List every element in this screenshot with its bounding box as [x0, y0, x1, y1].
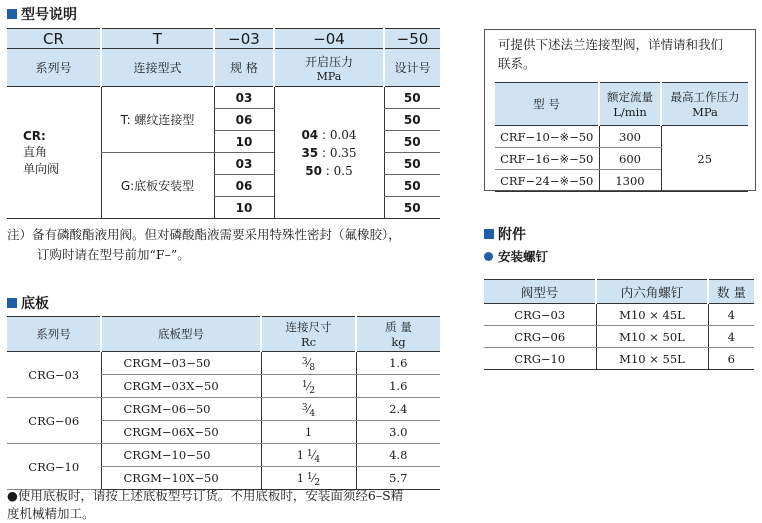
plate-header-size: 连接尺寸 Rc: [261, 317, 356, 352]
size-cell: 03: [214, 87, 274, 109]
plate-thread-size: [261, 352, 356, 375]
plate-model: CRGM−06X−50: [101, 421, 261, 444]
model-body-row: [7, 87, 440, 109]
screw-qty: 4: [708, 304, 754, 326]
label-size: 规 格: [214, 49, 274, 87]
model-section-title: 型号说明: [7, 4, 77, 24]
fraction: $^3⁄_4$: [301, 403, 316, 419]
table-row: [7, 398, 440, 421]
screw-header-screw: 内六角螺钉: [596, 280, 708, 304]
screw-model: CRG−06: [484, 326, 596, 348]
plate-section-title: 底板: [7, 293, 49, 313]
design-cell: 50: [384, 131, 440, 153]
label-pressure: 开启压力 MPa: [274, 49, 384, 87]
table-row: [7, 444, 440, 467]
table-row: [7, 352, 440, 375]
plate-model: CRGM−03−50: [101, 352, 261, 375]
plate-header-model: 底板型号: [101, 317, 261, 352]
size-cell: 03: [214, 153, 274, 175]
plate-model: CRGM−06−50: [101, 398, 261, 421]
flange-header-model: 型 号: [495, 83, 599, 126]
label-series: 系列号: [7, 49, 101, 87]
screw-qty: 6: [708, 348, 754, 370]
size-cell: 10: [214, 131, 274, 153]
plate-mass: 1.6: [356, 352, 440, 375]
plate-thread-size: [261, 375, 356, 398]
plate-mass: 3.0: [356, 421, 440, 444]
plate-series: CRG−10: [7, 444, 101, 490]
size-cell: 06: [214, 109, 274, 131]
table-row: [484, 348, 754, 370]
flange-model: CRF−24−※−50: [500, 173, 594, 188]
flange-flow: 300: [599, 126, 661, 148]
phosphate-note: 注）备有磷酸酯液用阀。但对磷酸酯液需要采用特殊性密封（氟橡胶）， 订购时请在型号前加“F–”。: [7, 227, 401, 262]
screw-qty: 4: [708, 326, 754, 348]
fraction: $^1⁄_2$: [301, 380, 316, 396]
flange-model: CRF−16−※−50: [495, 148, 599, 170]
plate-model: CRGM−10X−50: [101, 467, 261, 490]
flange-header-row: [495, 83, 748, 126]
design-cell: 50: [384, 87, 440, 109]
plate-header-series: 系列号: [7, 317, 101, 352]
plate-series: CRG−06: [7, 398, 101, 444]
flange-intro: 可提供下述法兰连接型阀，详情请和我们 联系。: [498, 37, 724, 71]
fraction: 1: [305, 426, 312, 439]
screw-header-model: 阀型号: [484, 280, 596, 304]
flange-header-pressure: 最高工作压力 MPa: [661, 83, 748, 126]
fraction: $^3⁄_8$: [301, 357, 316, 373]
model-code-table: [7, 28, 440, 219]
fraction-slash: ⁄: [312, 472, 315, 485]
plate-model: CRGM−03X−50: [101, 375, 261, 398]
flange-model: CRF−10−※−50: [495, 126, 599, 148]
label-design: 设计号: [384, 49, 440, 87]
flange-table: [495, 82, 748, 192]
series-desc-cell: CR: 直角 单向阀: [23, 128, 60, 176]
plate-header-mass: 质 量 kg: [356, 317, 440, 352]
screw-model: CRG−10: [514, 351, 566, 366]
square-bullet-icon: [484, 229, 494, 239]
screw-table: [484, 279, 754, 370]
size-cell: 06: [214, 175, 274, 197]
plate-note: ●使用底板时，请按上述底板型号订货。不用底板时，安装面须经6–S精 度机械精加工。: [7, 488, 404, 521]
plate-mass: 4.8: [356, 444, 440, 467]
flange-header-flow: 额定流量 L/min: [599, 83, 661, 126]
plate-series: CRG−03: [7, 352, 101, 398]
code-series: CR: [7, 29, 101, 49]
table-row: [484, 326, 754, 348]
model-code-row: [7, 29, 440, 49]
square-bullet-icon: [7, 9, 17, 19]
design-cell: 50: [384, 153, 440, 175]
screw-spec: M10 × 50L: [596, 326, 708, 348]
table-row: [495, 126, 748, 148]
code-connection: T: [101, 29, 214, 49]
plate-mass: 5.7: [356, 467, 440, 490]
accessory-section-title: 附件: [484, 224, 526, 244]
fraction-slash: ⁄: [312, 449, 315, 462]
screw-header-row: [484, 280, 754, 304]
screw-header-qty: 数 量: [708, 280, 754, 304]
fraction-slash: ⁄: [307, 380, 310, 393]
plate-mass: 1.6: [356, 375, 440, 398]
plate-thread-size: [261, 398, 356, 421]
fraction: 1 $^1⁄_4$: [296, 449, 321, 465]
label-connection: 连接型式: [101, 49, 214, 87]
connection-subplate: G:底板安装型: [101, 153, 214, 219]
design-cell: 50: [384, 197, 440, 219]
plate-thread-size: [261, 444, 356, 467]
square-bullet-icon: [7, 298, 17, 308]
plate-mass: 2.4: [356, 398, 440, 421]
screw-spec: M10 × 55L: [596, 348, 708, 370]
code-design: −50: [384, 29, 440, 49]
design-cell: 50: [384, 109, 440, 131]
connection-threaded: T: 螺纹连接型: [101, 87, 214, 153]
flange-max-pressure: 25: [661, 126, 748, 192]
screw-model: CRG−03: [484, 304, 596, 326]
fraction: 1 $^1⁄_2$: [296, 472, 321, 488]
circle-bullet-icon: [484, 252, 493, 261]
fraction-slash: ⁄: [307, 357, 310, 370]
design-cell: 50: [384, 175, 440, 197]
code-pressure: −04: [274, 29, 384, 49]
plate-thread-size: [261, 421, 356, 444]
code-size: −03: [214, 29, 274, 49]
table-row: [484, 304, 754, 326]
subplate-table: [7, 316, 440, 490]
plate-body: [7, 352, 440, 490]
screw-spec: M10 × 45L: [596, 304, 708, 326]
plate-header-row: [7, 317, 440, 352]
flange-flow: 600: [599, 148, 661, 170]
pressure-options-cell: 04 : 0.04 35 : 0.35 50 : 0.5: [274, 87, 384, 219]
flange-flow: 1300: [599, 170, 661, 192]
plate-model: CRGM−10−50: [101, 444, 261, 467]
accessory-subtitle: 安装螺钉: [484, 247, 548, 265]
size-cell: 10: [214, 197, 274, 219]
fraction-slash: ⁄: [307, 403, 310, 416]
model-label-row: [7, 49, 440, 87]
